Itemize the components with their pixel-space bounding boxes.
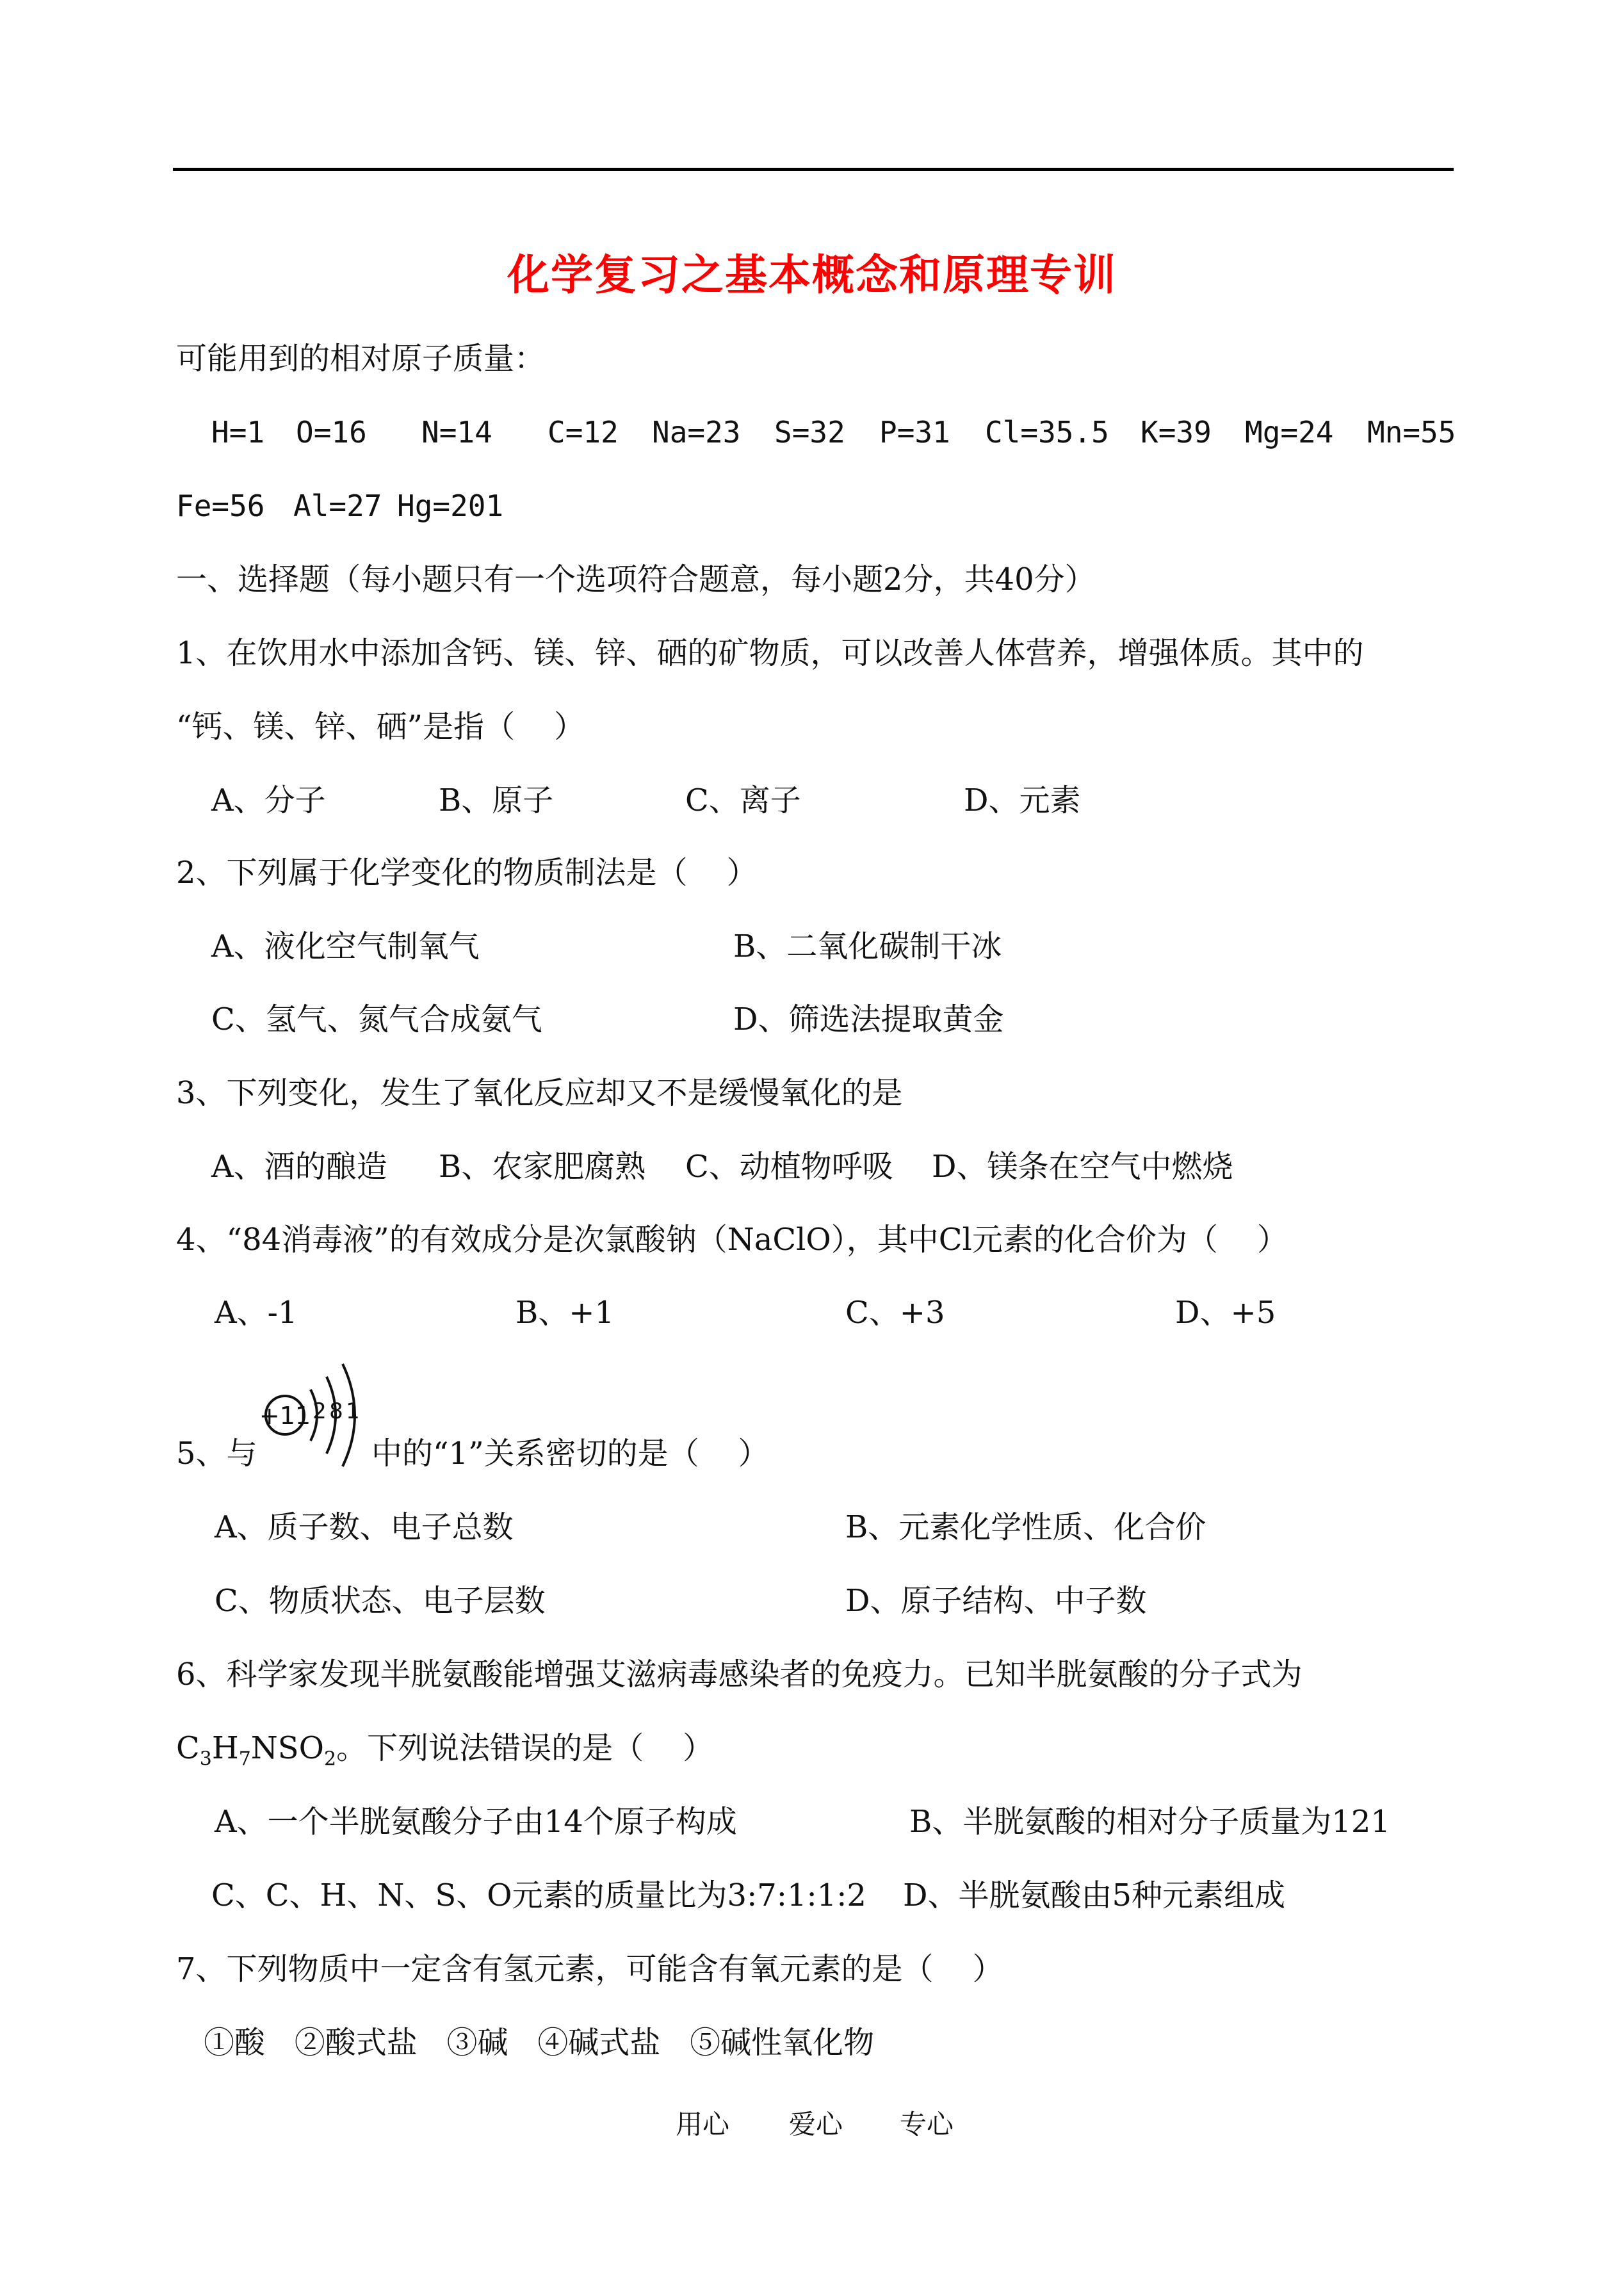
formula-nso: NSO <box>250 1730 325 1766</box>
question-stem-suffix: 中的“1”关系密切的是（ ） <box>371 1436 769 1472</box>
mass-item: Hg=201 <box>397 489 504 523</box>
mass-item: Mg=24 <box>1245 415 1334 450</box>
option-b: B、原子 <box>439 783 554 818</box>
question-stem <box>176 1729 713 1779</box>
option-d: D、镁条在空气中燃烧 <box>932 1149 1233 1185</box>
mass-item: K=39 <box>1141 415 1212 450</box>
option-b: B、半胱氨酸的相对分子质量为121 <box>909 1804 1390 1840</box>
question-stem: 7、下列物质中一定含有氢元素，可能含有氧元素的是（ ） <box>176 1951 1003 1987</box>
shell-count: 1 <box>346 1399 360 1424</box>
option-a: A、酒的酿造 <box>211 1149 387 1185</box>
option-d: D、原子结构、中子数 <box>845 1583 1147 1619</box>
mass-item: S=32 <box>774 415 845 450</box>
option-b: B、元素化学性质、化合价 <box>845 1509 1206 1545</box>
mass-item: H=1 <box>211 415 265 450</box>
formula-c: C <box>176 1730 200 1766</box>
mass-item: Na=23 <box>652 415 741 450</box>
section-heading: 一、选择题（每小题只有一个选项符合题意，每小题2分，共40分） <box>176 562 1096 597</box>
option-c: C、物质状态、电子层数 <box>215 1583 546 1619</box>
question-stem: 4、“84消毒液”的有效成分是次氯酸钠（NaClO），其中Cl元素的化合价为（ ） <box>176 1222 1288 1258</box>
question-stem-prefix: 5、与 <box>176 1436 257 1472</box>
option-c: C、+3 <box>845 1295 945 1331</box>
option-b: B、+1 <box>516 1295 615 1331</box>
footer-text: 专心 <box>900 2109 954 2140</box>
question-items: ①酸 ②酸式盐 ③碱 ④碱式盐 ⑤碱性氧化物 <box>204 2025 875 2061</box>
option-b: B、农家肥腐熟 <box>439 1149 646 1185</box>
question-stem-tail: 。下列说法错误的是（ ） <box>336 1730 714 1766</box>
mass-item: C=12 <box>548 415 619 450</box>
option-a: A、质子数、电子总数 <box>215 1509 514 1545</box>
page-title: 化学复习之基本概念和原理专训 <box>507 250 1117 300</box>
option-d: D、元素 <box>964 783 1081 818</box>
option-a: A、一个半胱氨酸分子由14个原子构成 <box>215 1804 737 1840</box>
shell-count: 2 <box>313 1399 327 1424</box>
question-stem: 6、科学家发现半胱氨酸能增强艾滋病毒感染者的免疫力。已知半胱氨酸的分子式为 <box>176 1657 1303 1692</box>
option-c: C、C、H、N、S、O元素的质量比为3:7:1:1:2 <box>211 1877 866 1913</box>
nucleus-label: +11 <box>259 1402 311 1430</box>
atom-structure-diagram <box>253 1354 368 1476</box>
option-c: C、动植物呼吸 <box>685 1149 893 1185</box>
option-c: C、氢气、氮气合成氨气 <box>211 1002 542 1037</box>
formula-h-subscript: 7 <box>238 1748 251 1771</box>
formula-o-subscript: 2 <box>324 1748 337 1771</box>
intro-text: 可能用到的相对原子质量： <box>176 341 546 377</box>
mass-item: N=14 <box>421 415 492 450</box>
mass-item: Cl=35.5 <box>985 415 1109 450</box>
question-stem: “钙、镁、锌、硒”是指（ ） <box>176 709 585 745</box>
header-rule <box>173 168 1454 171</box>
question-stem: 2、下列属于化学变化的物质制法是（ ） <box>176 855 758 891</box>
mass-item: P=31 <box>879 415 950 450</box>
option-d: D、半胱氨酸由5种元素组成 <box>903 1877 1286 1913</box>
question-stem: 1、在饮用水中添加含钙、镁、锌、硒的矿物质，可以改善人体营养，增强体质。其中的 <box>176 635 1364 671</box>
option-a: A、-1 <box>215 1295 298 1331</box>
mass-item: Mn=55 <box>1367 415 1456 450</box>
question-stem: 3、下列变化，发生了氧化反应却又不是缓慢氧化的是 <box>176 1075 903 1111</box>
formula-h: H <box>211 1730 239 1766</box>
mass-item: O=16 <box>296 415 367 450</box>
option-c: C、离子 <box>685 783 801 818</box>
mass-item: Fe=56 <box>176 489 265 523</box>
option-d: D、筛选法提取黄金 <box>733 1002 1004 1037</box>
footer-text: 爱心 <box>789 2109 843 2140</box>
formula-c-subscript: 3 <box>199 1748 212 1771</box>
shell-count: 8 <box>329 1399 343 1424</box>
option-b: B、二氧化碳制干冰 <box>733 929 1002 964</box>
mass-item: Al=27 <box>293 489 382 523</box>
option-a: A、分子 <box>211 783 326 818</box>
option-d: D、+5 <box>1175 1295 1276 1331</box>
footer-text: 用心 <box>676 2109 730 2140</box>
option-a: A、液化空气制氧气 <box>211 929 480 964</box>
